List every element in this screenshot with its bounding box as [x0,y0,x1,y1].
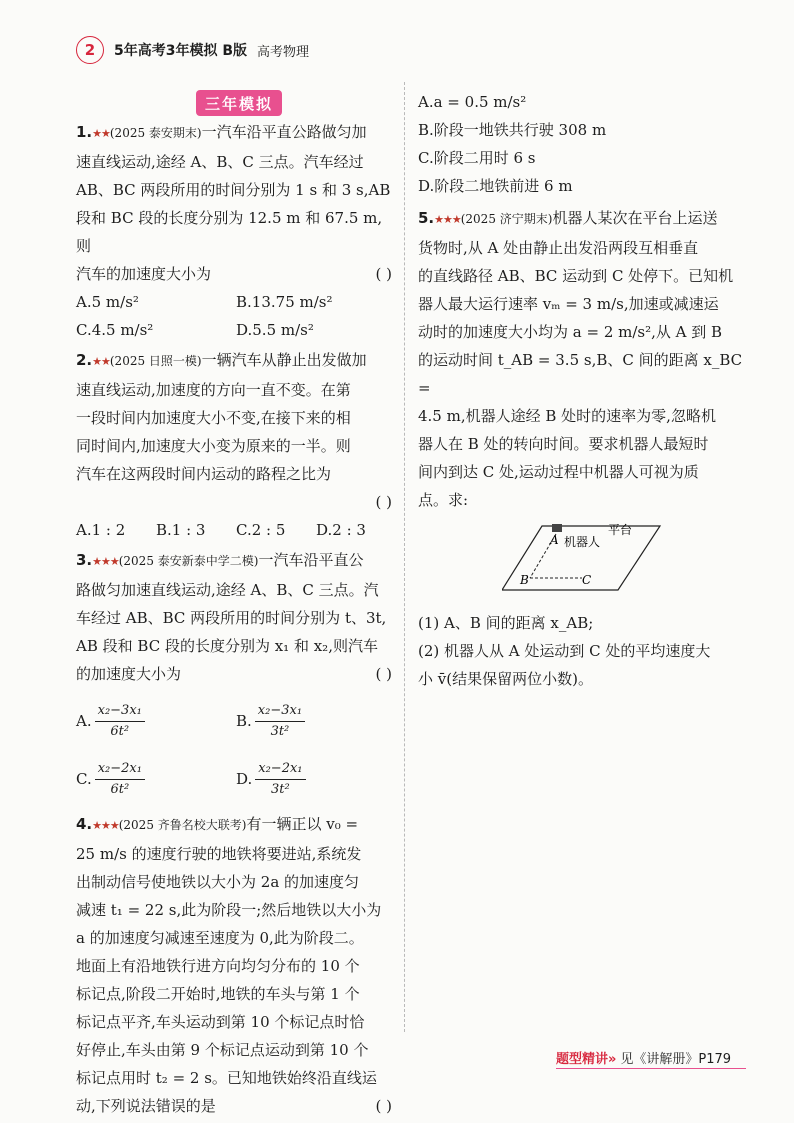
q2-options [76,516,396,544]
section-tag: 三年模拟 [196,90,282,116]
option-label: B. [236,712,252,730]
q1-line-0 [76,118,396,148]
q4-text: 出制动信号使地铁以大小为 2a 的加速度匀 [76,873,360,891]
option-c: C.4.5 m/s² [76,321,154,339]
fraction-numerator: x₂−2x₁ [255,759,305,780]
q4-text: 标记点用时 t₂ = 2 s。已知地铁始终沿直线运 [76,1069,377,1087]
difficulty-stars-icon: ★★ [92,355,110,368]
option-label: C. [76,770,92,788]
option-b: B.13.75 m/s² [236,293,333,311]
question-4 [76,810,396,1120]
q5-number: 5. [418,209,435,227]
option-d: D.阶段二地铁前进 6 m [418,177,573,195]
q3-number: 3. [76,551,93,569]
q5-text: 间内到达 C 处,运动过程中机器人可视为质 [418,463,699,481]
option-c: C.2 : 5 [236,521,286,539]
question-5 [418,204,744,693]
q4-options [418,88,744,200]
difficulty-stars-icon: ★★★ [92,819,119,832]
q5-text: 4.5 m,机器人途经 B 处时的速率为零,忽略机 [418,407,716,425]
question-2 [76,346,396,544]
q5-text: 点。求: [418,491,469,509]
option-c [76,750,236,808]
q4-text: 好停止,车头由第 9 个标记点运动到第 10 个 [76,1041,369,1059]
q1-number: 1. [76,123,93,141]
column-divider [404,82,405,1032]
fraction-numerator: x₂−2x₁ [95,759,145,780]
footer-underline [556,1068,746,1069]
q3-text: 车经过 AB、BC 两段所用的时间分别为 t、3t, [76,609,387,627]
q5-text: 动时的加速度大小均为 a = 2 m/s²,从 A 到 B [418,323,723,341]
q5-text: 器人最大运行速率 vₘ = 3 m/s,加速或减速运 [418,295,719,313]
q4-text: 标记点,阶段二开始时,地铁的车头与第 1 个 [76,985,360,1003]
difficulty-stars-icon: ★★★ [92,555,119,568]
option-b [236,692,396,750]
option-b: B.1 : 3 [156,521,206,539]
q2-text: 汽车在这两段时间内运动的路程之比为 [76,465,332,483]
q1-options [76,288,396,344]
option-a [76,692,236,750]
fraction-numerator: x₂−3x₁ [255,701,305,722]
q4-text: a 的加速度匀减速至速度为 0,此为阶段二。 [76,929,364,947]
q2-text: 一辆汽车从静止出发做加 [201,351,367,369]
option-label: A. [76,712,92,730]
q5-text: 的运动时间 t_AB = 3.5 s,B、C 间的距离 x_BC = [418,351,743,397]
answer-paren: ( ) [375,665,392,683]
q5-source: (2025 济宁期末) [460,212,553,226]
subquestion-2-cont: 小 v̄(结果保留两位小数)。 [418,670,593,688]
q3-text: 一汽车沿平直公 [258,551,364,569]
option-a: A.1 : 2 [76,521,126,539]
q4-number: 4. [76,815,93,833]
option-label: D. [236,770,253,788]
subquestion-1: (1) A、B 间的距离 x_AB; [418,614,594,632]
question-3 [76,546,396,808]
q1-text: 段和 BC 段的长度分别为 12.5 m 和 67.5 m,则 [76,209,383,255]
page-header [76,34,376,66]
option-a: A.5 m/s² [76,293,139,311]
answer-paren: ( ) [375,1097,392,1115]
q3-source: (2025 泰安新泰中学二模) [118,554,259,568]
answer-paren: ( ) [375,265,392,283]
fraction-denominator: 3t² [271,781,290,797]
q2-source: (2025 日照一模) [109,354,202,368]
q4-text: 有一辆正以 v₀ = [246,815,359,833]
option-d [236,750,396,808]
point-a-label: A [550,533,559,547]
subject-title: 高考物理 [257,44,310,60]
q2-text: 一段时间内加速度大小不变,在接下来的相 [76,409,351,427]
footer-key: 题型精讲 [556,1052,609,1067]
q4-text: 25 m/s 的速度行驶的地铁将要进站,系统发 [76,845,362,863]
difficulty-stars-icon: ★★★ [434,213,461,226]
q1-text: 汽车的加速度大小为 [76,265,212,283]
q2-text: 速直线运动,加速度的方向一直不变。在第 [76,381,351,399]
page-number: 2 [76,36,104,64]
q5-text: 的直线路径 AB、BC 运动到 C 处停下。已知机 [418,267,734,285]
option-b: B.阶段一地铁共行驶 308 m [418,121,607,139]
platform-diagram [502,520,662,596]
platform-label: 平台 [608,523,633,537]
fraction-numerator: x₂−3x₁ [95,701,145,722]
q3-text: 路做匀加速直线运动,途经 A、B、C 三点。汽 [76,581,379,599]
left-column [76,118,396,1122]
point-c-label: C [582,573,592,587]
q4-text: 减速 t₁ = 22 s,此为阶段一;然后地铁以大小为 [76,901,382,919]
q3-text: AB 段和 BC 段的长度分别为 x₁ 和 x₂,则汽车 [76,637,378,655]
fraction-denominator: 6t² [110,781,130,797]
footer-see: 见《讲解册》P179 [620,1052,732,1067]
q1-text: 速直线运动,途经 A、B、C 三点。汽车经过 [76,153,364,171]
robot-label: 机器人 [564,535,601,549]
arrows-icon: » [608,1052,617,1067]
q3-text: 的加速度大小为 [76,665,182,683]
fraction-denominator: 3t² [270,723,290,739]
q3-options [76,692,396,808]
q2-text: 同时间内,加速度大小变为原来的一半。则 [76,437,351,455]
q5-text: 机器人某次在平台上运送 [552,209,718,227]
q5-text: 货物时,从 A 处由静止出发沿两段互相垂直 [418,239,699,257]
series-title: 5年高考3年模拟 B版 [114,43,248,59]
footer-reference [556,1048,731,1067]
q4-source: (2025 齐鲁名校大联考) [118,818,247,832]
fraction-denominator: 6t² [110,723,130,739]
point-b-label: B [520,573,529,587]
option-d: D.2 : 3 [316,521,366,539]
q4-text: 标记点平齐,车头运动到第 10 个标记点时恰 [76,1013,365,1031]
right-column [418,88,744,695]
option-d: D.5.5 m/s² [236,321,314,339]
answer-paren: ( ) [375,493,392,511]
option-c: C.阶段二用时 6 s [418,149,536,167]
q4-text: 地面上有沿地铁行进方向均匀分布的 10 个 [76,957,360,975]
q1-source: (2025 泰安期末) [109,126,202,140]
subquestion-2: (2) 机器人从 A 处运动到 C 处的平均速度大 [418,642,711,660]
q2-number: 2. [76,351,93,369]
q5-text: 器人在 B 处的转向时间。要求机器人最短时 [418,435,709,453]
option-a: A.a = 0.5 m/s² [418,93,527,111]
q1-text: 一汽车沿平直公路做匀加 [201,123,367,141]
question-1 [76,118,396,344]
q1-text: AB、BC 两段所用的时间分别为 1 s 和 3 s,AB [76,181,391,199]
robot-icon [552,524,562,532]
q4-text: 动,下列说法错误的是 [76,1097,216,1115]
difficulty-stars-icon: ★★ [92,127,110,140]
